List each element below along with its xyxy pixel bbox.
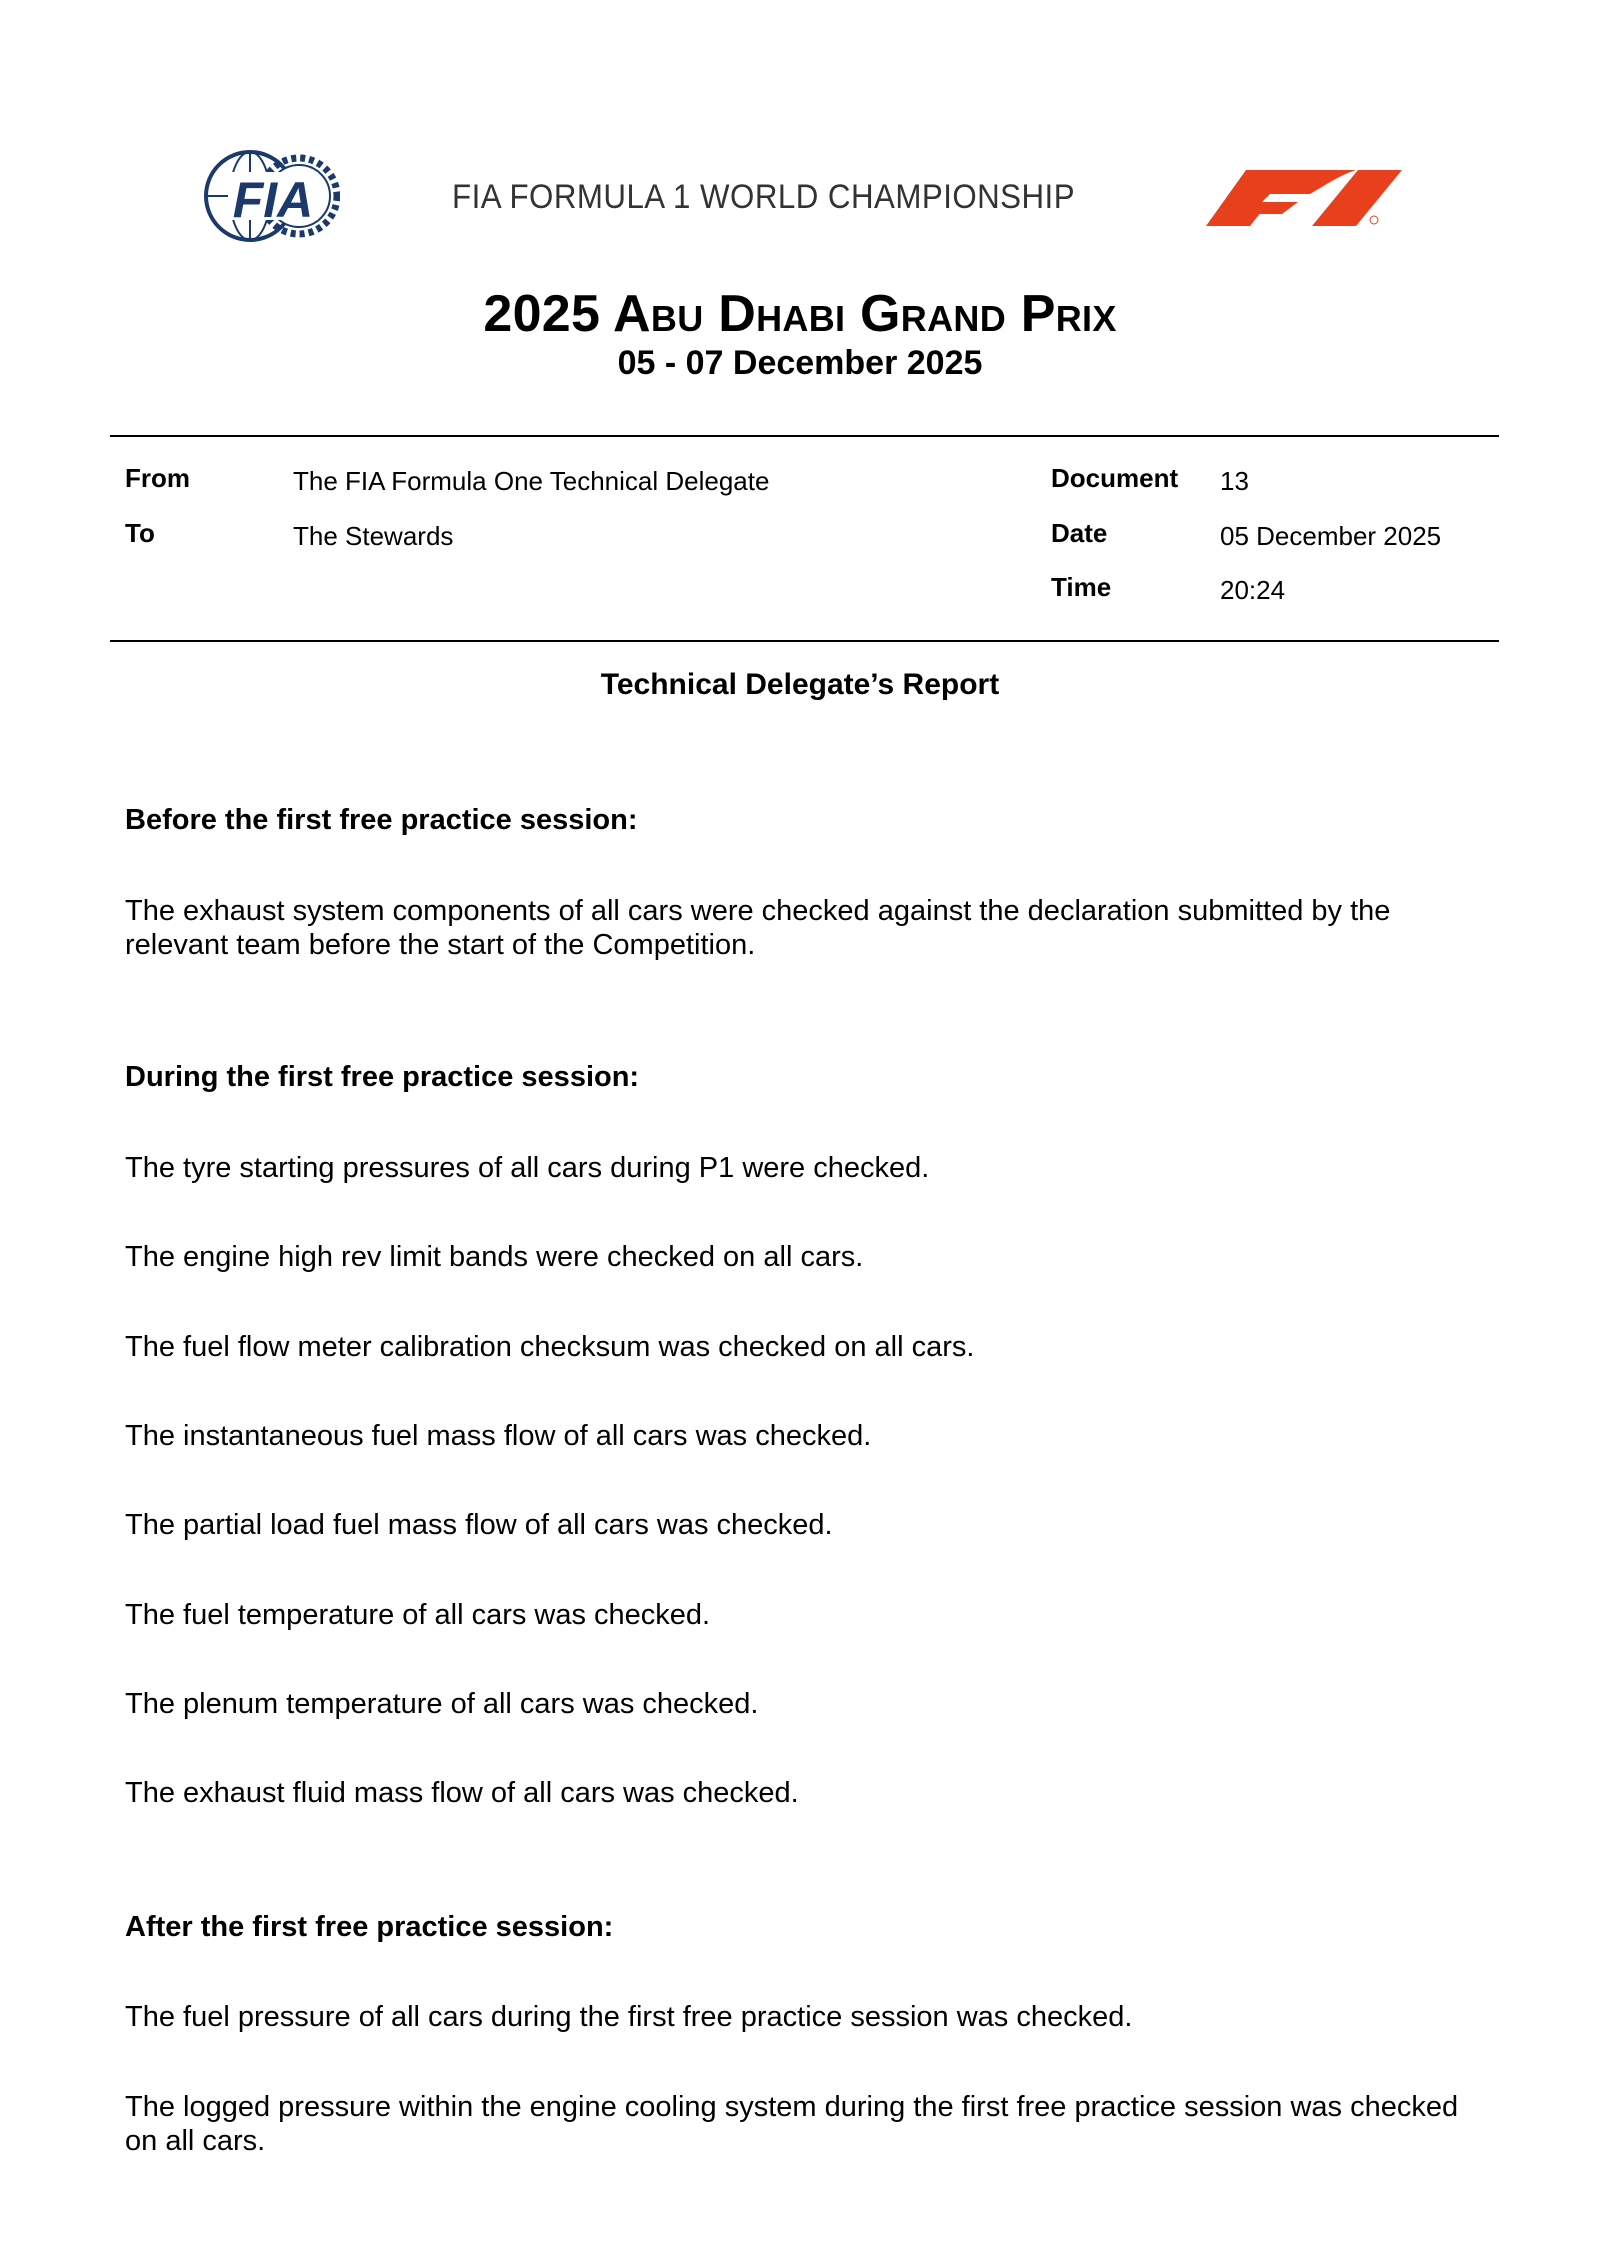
championship-title: FIA FORMULA 1 WORLD CHAMPIONSHIP — [452, 178, 1076, 216]
paragraph: The instantaneous fuel mass flow of all cars was checked. — [125, 1420, 872, 1452]
paragraph: The partial load fuel mass flow of all cars was checked. — [125, 1509, 833, 1541]
paragraph: The exhaust fluid mass flow of all cars was checked. — [125, 1777, 799, 1809]
section-heading: During the first free practice session: — [125, 1061, 640, 1093]
bottom-divider — [110, 640, 1499, 642]
section-heading: Before the first free practice session: — [125, 804, 638, 836]
time-label: Time — [1051, 572, 1112, 602]
fia-logo-icon — [204, 150, 340, 242]
from-value: The FIA Formula One Technical Delegate — [293, 466, 770, 496]
date-value: 05 December 2025 — [1220, 521, 1442, 551]
to-value: The Stewards — [293, 521, 454, 551]
paragraph: The exhaust system components of all cars were checked against the declaration submitted by the relevant team before the start of the Competition. — [125, 895, 1391, 961]
f1-logo-icon — [1206, 170, 1402, 226]
top-divider — [110, 435, 1499, 437]
event-title: 2025 Abu Dhabi Grand Prix — [483, 285, 1117, 343]
document-label: Document — [1051, 463, 1179, 493]
document-value: 13 — [1220, 466, 1249, 496]
section-heading: After the first free practice session: — [125, 1911, 614, 1943]
event-dates: 05 - 07 December 2025 — [617, 344, 983, 382]
paragraph: The engine high rev limit bands were checked on all cars. — [125, 1241, 864, 1273]
from-label: From — [125, 463, 190, 493]
paragraph: The fuel flow meter calibration checksum was checked on all cars. — [125, 1331, 975, 1363]
report-title: Technical Delegate’s Report — [600, 668, 1000, 701]
paragraph: The plenum temperature of all cars was checked. — [125, 1688, 759, 1720]
to-label: To — [125, 518, 155, 548]
paragraph: The fuel temperature of all cars was checked. — [125, 1599, 711, 1631]
paragraph: The logged pressure within the engine cooling system during the first free practice session was checked on all cars. — [125, 2091, 1459, 2157]
paragraph: The fuel pressure of all cars during the first free practice session was checked. — [125, 2001, 1133, 2033]
paragraph: The tyre starting pressures of all cars during P1 were checked. — [125, 1152, 930, 1184]
time-value: 20:24 — [1220, 575, 1286, 605]
fia-logo-text: FIA — [232, 172, 314, 228]
date-label: Date — [1051, 518, 1108, 548]
